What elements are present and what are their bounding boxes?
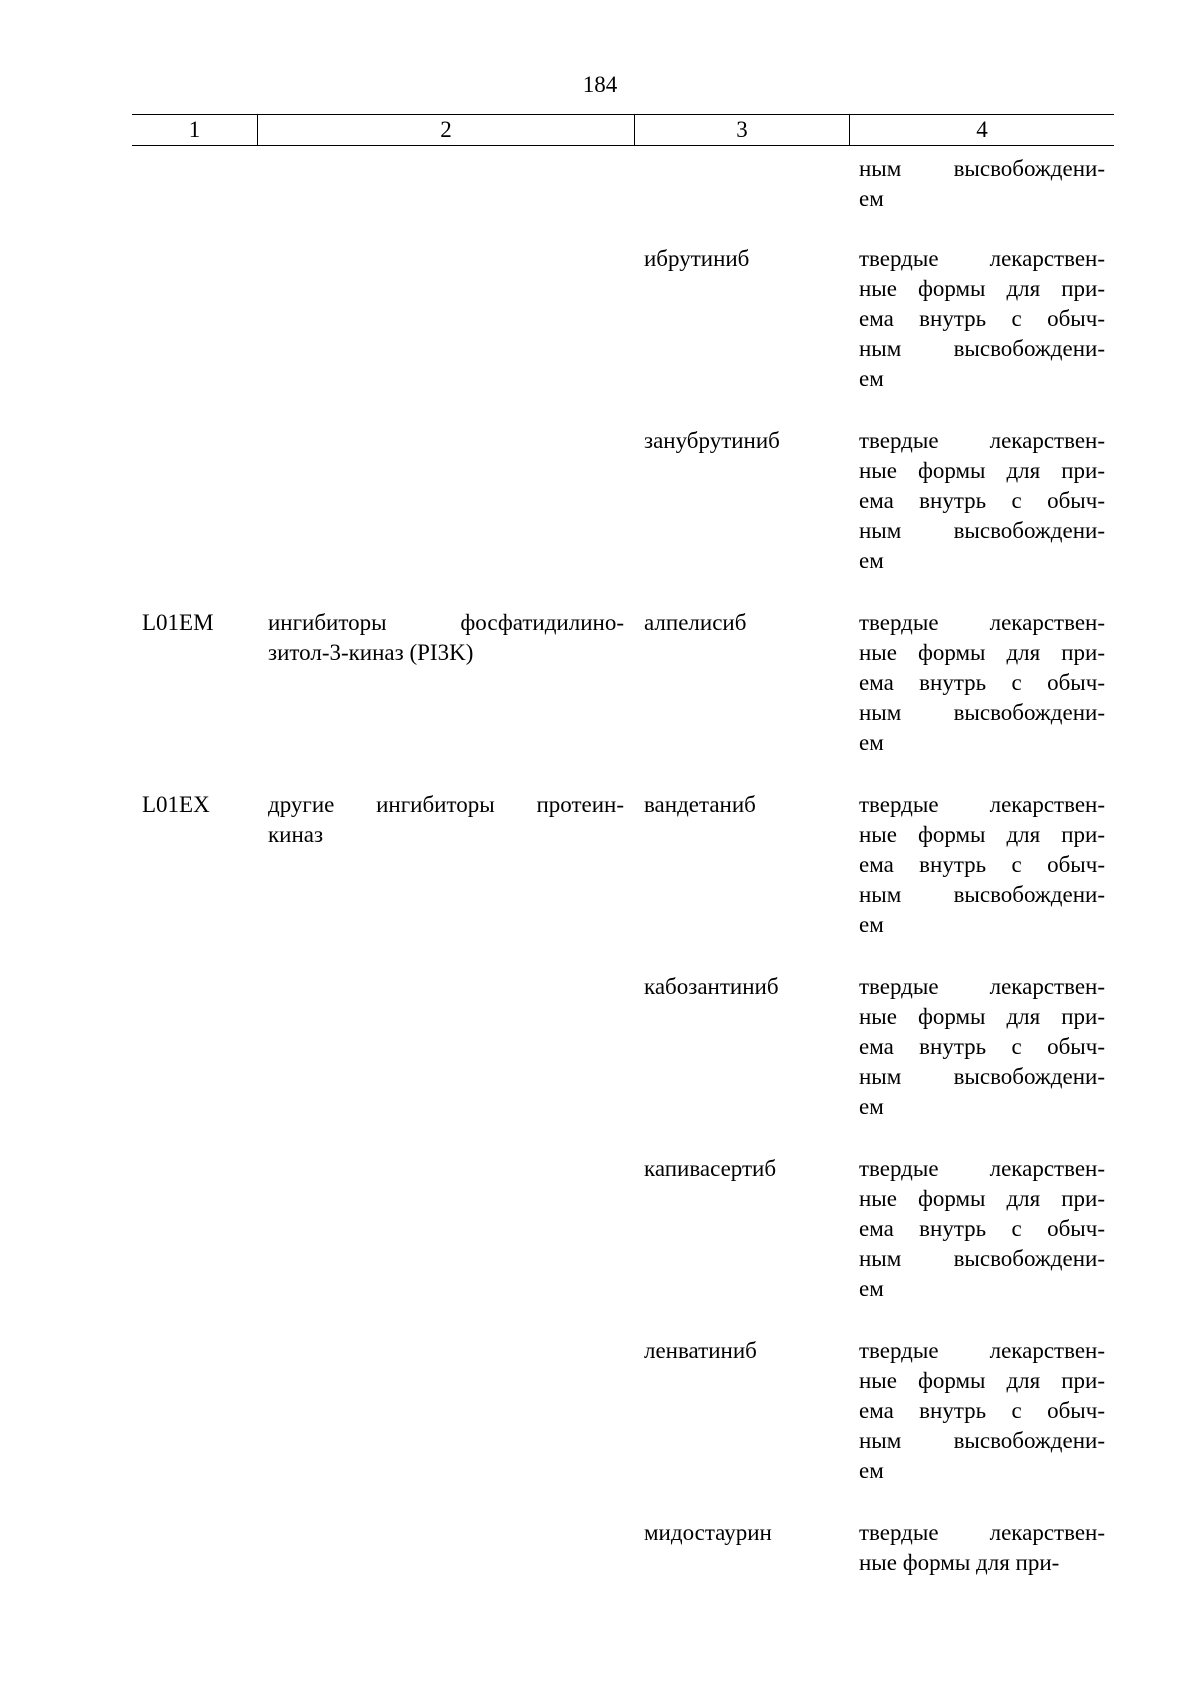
dosage-form-line: ным высвобождени- bbox=[859, 1246, 1105, 1271]
drug-name: кабозантиниб bbox=[644, 974, 779, 999]
dosage-form-line: ные формы для при- bbox=[859, 1004, 1105, 1029]
dosage-form-line: ема внутрь с обыч- bbox=[859, 306, 1105, 331]
dosage-form-line: ные формы для при- bbox=[859, 822, 1105, 847]
header-col-3: 3 bbox=[634, 115, 849, 145]
atc-code: L01EX bbox=[142, 792, 210, 817]
dosage-form-line: ным высвобождени- bbox=[859, 882, 1105, 907]
pharmacological-group bbox=[268, 790, 624, 850]
dosage-form-line: ем bbox=[859, 548, 884, 573]
dosage-form bbox=[859, 1154, 1105, 1304]
drug-name: ибрутиниб bbox=[644, 246, 750, 271]
dosage-form bbox=[859, 790, 1105, 940]
header-col-2: 2 bbox=[257, 115, 634, 145]
dosage-form bbox=[859, 972, 1105, 1122]
dosage-form-line: ным высвобождени- bbox=[859, 518, 1105, 543]
dosage-form-line: ные формы для при- bbox=[859, 276, 1105, 301]
atc-code: L01EM bbox=[142, 610, 214, 635]
dosage-form bbox=[859, 608, 1105, 758]
dosage-form-line: твердые лекарствен- bbox=[859, 246, 1105, 271]
dosage-form-line: ема внутрь с обыч- bbox=[859, 1216, 1105, 1241]
dosage-form-line: ем bbox=[859, 912, 884, 937]
drug-name: мидостаурин bbox=[644, 1520, 772, 1545]
dosage-form-line: ем bbox=[859, 730, 884, 755]
group-line: зитол-3-киназ (PI3K) bbox=[268, 640, 474, 665]
dosage-form-line: ем bbox=[859, 186, 884, 211]
dosage-form-line: ные формы для при- bbox=[859, 1550, 1060, 1575]
dosage-form-line: ным высвобождени- bbox=[859, 1428, 1105, 1453]
dosage-form-line: ные формы для при- bbox=[859, 1186, 1105, 1211]
dosage-form-line: твердые лекарствен- bbox=[859, 792, 1105, 817]
drug-name: ленватиниб bbox=[644, 1338, 757, 1363]
dosage-form-line: ема внутрь с обыч- bbox=[859, 670, 1105, 695]
dosage-form-line: ема внутрь с обыч- bbox=[859, 1398, 1105, 1423]
drug-name: алпелисиб bbox=[644, 610, 747, 635]
dosage-form-line: твердые лекарствен- bbox=[859, 428, 1105, 453]
dosage-form bbox=[859, 154, 1105, 214]
pharmacological-group bbox=[268, 608, 624, 668]
table-header bbox=[132, 114, 1114, 146]
dosage-form-line: ные формы для при- bbox=[859, 1368, 1105, 1393]
dosage-form bbox=[859, 244, 1105, 394]
header-col-1: 1 bbox=[188, 117, 201, 142]
dosage-form-line: ем bbox=[859, 1276, 884, 1301]
dosage-form-line: ема внутрь с обыч- bbox=[859, 1034, 1105, 1059]
header-col-4: 4 bbox=[849, 115, 1114, 145]
dosage-form-line: ные формы для при- bbox=[859, 640, 1105, 665]
dosage-form-line: ем bbox=[859, 1458, 884, 1483]
dosage-form-line: твердые лекарствен- bbox=[859, 610, 1105, 635]
drug-name: капивасертиб bbox=[644, 1156, 777, 1181]
dosage-form-line: твердые лекарствен- bbox=[859, 974, 1105, 999]
drug-name: занубрутиниб bbox=[644, 428, 780, 453]
dosage-form-line: твердые лекарствен- bbox=[859, 1338, 1105, 1363]
dosage-form-line: ем bbox=[859, 366, 884, 391]
dosage-form bbox=[859, 426, 1105, 576]
group-line: ингибиторы фосфатидилино- bbox=[268, 610, 624, 635]
dosage-form-line: твердые лекарствен- bbox=[859, 1156, 1105, 1181]
dosage-form-line: ем bbox=[859, 1094, 884, 1119]
group-line: киназ bbox=[268, 822, 324, 847]
dosage-form-line: ема внутрь с обыч- bbox=[859, 852, 1105, 877]
dosage-form bbox=[859, 1336, 1105, 1486]
dosage-form-line: ным высвобождени- bbox=[859, 700, 1105, 725]
dosage-form-line: ным высвобождени- bbox=[859, 1064, 1105, 1089]
page-number: 184 bbox=[582, 72, 618, 97]
dosage-form-line: ема внутрь с обыч- bbox=[859, 488, 1105, 513]
dosage-form bbox=[859, 1518, 1105, 1578]
dosage-form-line: ные формы для при- bbox=[859, 458, 1105, 483]
drug-name: вандетаниб bbox=[644, 792, 756, 817]
dosage-form-line: твердые лекарствен- bbox=[859, 1520, 1105, 1545]
dosage-form-line: ным высвобождени- bbox=[859, 336, 1105, 361]
dosage-form-line: ным высвобождени- bbox=[859, 156, 1105, 181]
group-line: другие ингибиторы протеин- bbox=[268, 792, 624, 817]
